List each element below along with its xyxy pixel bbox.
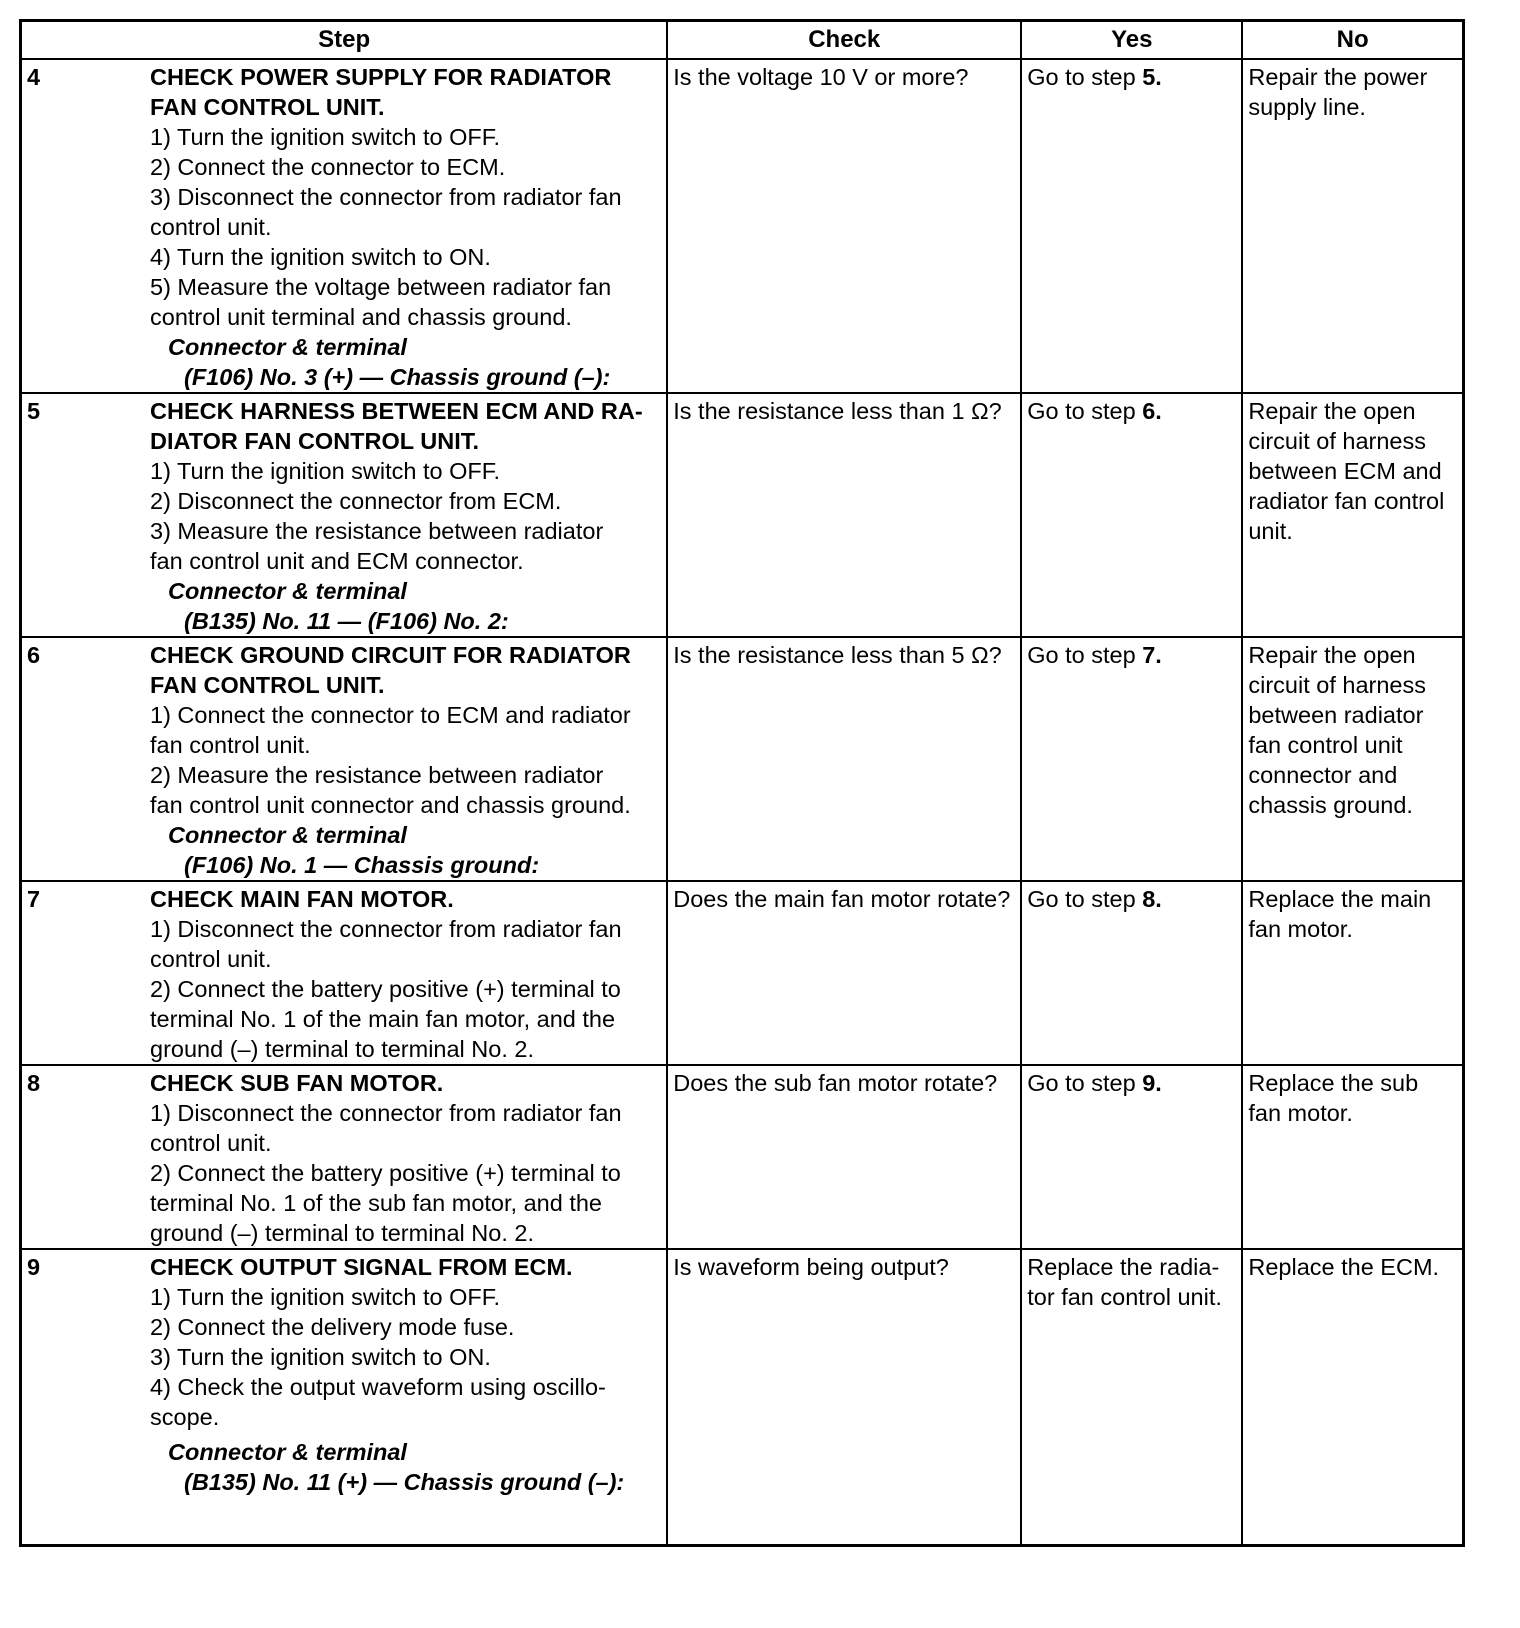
- table-row: [21, 881, 1464, 1065]
- connector-terminal-value: (F106) No. 3 (+) — Chassis ground (–):: [184, 364, 611, 390]
- instruction-line: control unit terminal and chassis ground.: [150, 304, 572, 330]
- table-row: [21, 1249, 1464, 1546]
- connector-label: Connector & terminal: [168, 334, 407, 360]
- diagnostic-procedure-sheet: [19, 19, 1465, 1547]
- table-row: [21, 637, 1464, 881]
- step-title: [150, 62, 661, 122]
- yes-prefix: Replace the radia-tor fan control unit.: [1027, 1254, 1222, 1310]
- instruction-line: 2) Measure the resistance between radiator: [150, 762, 604, 788]
- instruction-line: 5) Measure the voltage between radiator fan: [150, 274, 612, 300]
- instruction-line: 3) Measure the resistance between radiator: [150, 518, 604, 544]
- yes-prefix: Go to step: [1027, 886, 1143, 912]
- table-row: [21, 393, 1464, 637]
- step-body: [150, 884, 661, 1064]
- table-row: [21, 1065, 1464, 1249]
- step-body: [150, 1252, 661, 1497]
- step-instructions: [150, 1282, 661, 1432]
- instruction-line: 4) Turn the ignition switch to ON.: [150, 244, 491, 270]
- yes-step-number: 6: [1142, 398, 1156, 424]
- instruction-line: terminal No. 1 of the sub fan motor, and the: [150, 1190, 602, 1216]
- instruction-line: fan control unit and ECM connector.: [150, 548, 524, 574]
- step-number: 4: [27, 64, 41, 90]
- step-instructions: [150, 456, 661, 576]
- instruction-line: 2) Disconnect the connector from ECM.: [150, 488, 562, 514]
- yes-step-number: 7: [1142, 642, 1156, 668]
- yes-cell: [1021, 637, 1242, 881]
- step-title: [150, 884, 661, 914]
- step-body: [150, 396, 661, 636]
- check-cell: Is the resistance less than 5 Ω?: [667, 637, 1021, 881]
- instruction-line: 1) Disconnect the connector from radiator fan: [150, 916, 622, 942]
- yes-prefix: Go to step: [1027, 1070, 1143, 1096]
- step-number: 9: [27, 1254, 41, 1280]
- instruction-line: 2) Connect the battery positive (+) terminal to: [150, 1160, 621, 1186]
- step-body: [150, 62, 661, 392]
- yes-step-number: 5: [1142, 64, 1156, 90]
- yes-cell: [1021, 1249, 1242, 1546]
- yes-prefix: Go to step: [1027, 398, 1143, 424]
- yes-cell: [1021, 1065, 1242, 1249]
- yes-suffix: .: [1155, 64, 1162, 90]
- step-instructions: [150, 1098, 661, 1248]
- step-number: 5: [27, 398, 41, 424]
- step-title-line: CHECK POWER SUPPLY FOR RADIATOR: [150, 64, 612, 90]
- instruction-line: fan control unit.: [150, 732, 311, 758]
- step-title-line: CHECK SUB FAN MOTOR.: [150, 1070, 444, 1096]
- instruction-line: terminal No. 1 of the main fan motor, and the: [150, 1006, 616, 1032]
- no-cell: Replace the ECM.: [1242, 1249, 1463, 1546]
- check-cell: Is waveform being output?: [667, 1249, 1021, 1546]
- yes-step-number: 8: [1142, 886, 1156, 912]
- step-body: [150, 1068, 661, 1248]
- step-cell: [21, 637, 668, 881]
- step-title-line: CHECK GROUND CIRCUIT FOR RADIATOR: [150, 642, 631, 668]
- connector-terminal-value: (B135) No. 11 — (F106) No. 2:: [184, 608, 509, 634]
- yes-suffix: .: [1155, 398, 1162, 424]
- table-row: [21, 59, 1464, 393]
- instruction-line: 1) Turn the ignition switch to OFF.: [150, 1284, 501, 1310]
- no-cell: Repair the open circuit of harness between radiator fan control unit connector and chassis ground.: [1242, 637, 1463, 881]
- step-title: [150, 1068, 661, 1098]
- connector-label: Connector & terminal: [168, 578, 407, 604]
- instruction-line: 1) Connect the connector to ECM and radiator: [150, 702, 631, 728]
- yes-suffix: .: [1155, 886, 1162, 912]
- instruction-line: 3) Disconnect the connector from radiator fan: [150, 184, 622, 210]
- no-cell: Replace the main fan motor.: [1242, 881, 1463, 1065]
- step-instructions: [150, 122, 661, 332]
- step-title-line: DIATOR FAN CONTROL UNIT.: [150, 428, 479, 454]
- instruction-line: 2) Connect the delivery mode fuse.: [150, 1314, 515, 1340]
- table-body: [21, 59, 1464, 1546]
- header-no: No: [1242, 21, 1463, 60]
- instruction-line: 3) Turn the ignition switch to ON.: [150, 1344, 491, 1370]
- step-title-line: CHECK MAIN FAN MOTOR.: [150, 886, 454, 912]
- yes-cell: [1021, 59, 1242, 393]
- yes-prefix: Go to step: [1027, 64, 1143, 90]
- instruction-line: ground (–) terminal to terminal No. 2.: [150, 1220, 534, 1246]
- instruction-line: scope.: [150, 1404, 220, 1430]
- no-cell: Repair the power supply line.: [1242, 59, 1463, 393]
- step-title-line: CHECK HARNESS BETWEEN ECM AND RA-: [150, 398, 643, 424]
- connector-terminal-value: (F106) No. 1 — Chassis ground:: [184, 852, 540, 878]
- check-cell: Is the voltage 10 V or more?: [667, 59, 1021, 393]
- step-cell: [21, 1065, 668, 1249]
- step-title: [150, 396, 661, 456]
- instruction-line: fan control unit connector and chassis ground.: [150, 792, 631, 818]
- header-check: Check: [667, 21, 1021, 60]
- step-body: [150, 640, 661, 880]
- header-step: Step: [21, 21, 668, 60]
- instruction-line: 2) Connect the connector to ECM.: [150, 154, 506, 180]
- header-yes: Yes: [1021, 21, 1242, 60]
- diagnostic-table: [19, 19, 1465, 1547]
- connector-terminal-value: (B135) No. 11 (+) — Chassis ground (–):: [184, 1469, 625, 1495]
- step-title-line: FAN CONTROL UNIT.: [150, 672, 385, 698]
- step-cell: [21, 393, 668, 637]
- instruction-line: 1) Turn the ignition switch to OFF.: [150, 124, 501, 150]
- no-cell: Repair the open circuit of harness between ECM and radiator fan control unit.: [1242, 393, 1463, 637]
- step-instructions: [150, 914, 661, 1064]
- yes-cell: [1021, 881, 1242, 1065]
- instruction-line: 1) Disconnect the connector from radiator fan: [150, 1100, 622, 1126]
- step-number: 8: [27, 1070, 41, 1096]
- yes-suffix: .: [1155, 1070, 1162, 1096]
- instruction-line: 1) Turn the ignition switch to OFF.: [150, 458, 501, 484]
- yes-suffix: .: [1155, 642, 1162, 668]
- step-cell: [21, 881, 668, 1065]
- check-cell: Is the resistance less than 1 Ω?: [667, 393, 1021, 637]
- step-title: [150, 640, 661, 700]
- instruction-line: 4) Check the output waveform using oscillo-: [150, 1374, 606, 1400]
- step-number: 6: [27, 642, 41, 668]
- step-title-line: FAN CONTROL UNIT.: [150, 94, 385, 120]
- instruction-line: control unit.: [150, 946, 272, 972]
- step-cell: [21, 1249, 668, 1546]
- instruction-line: ground (–) terminal to terminal No. 2.: [150, 1036, 534, 1062]
- table-header-row: [21, 21, 1464, 60]
- step-cell: [21, 59, 668, 393]
- yes-step-number: 9: [1142, 1070, 1156, 1096]
- step-title: [150, 1252, 661, 1282]
- instruction-line: control unit.: [150, 214, 272, 240]
- yes-prefix: Go to step: [1027, 642, 1143, 668]
- check-cell: Does the sub fan motor rotate?: [667, 1065, 1021, 1249]
- step-instructions: [150, 700, 661, 820]
- step-title-line: CHECK OUTPUT SIGNAL FROM ECM.: [150, 1254, 573, 1280]
- instruction-line: control unit.: [150, 1130, 272, 1156]
- yes-cell: [1021, 393, 1242, 637]
- no-cell: Replace the sub fan motor.: [1242, 1065, 1463, 1249]
- check-cell: Does the main fan motor rotate?: [667, 881, 1021, 1065]
- instruction-line: 2) Connect the battery positive (+) terminal to: [150, 976, 621, 1002]
- step-number: 7: [27, 886, 41, 912]
- connector-label: Connector & terminal: [168, 1439, 407, 1465]
- connector-label: Connector & terminal: [168, 822, 407, 848]
